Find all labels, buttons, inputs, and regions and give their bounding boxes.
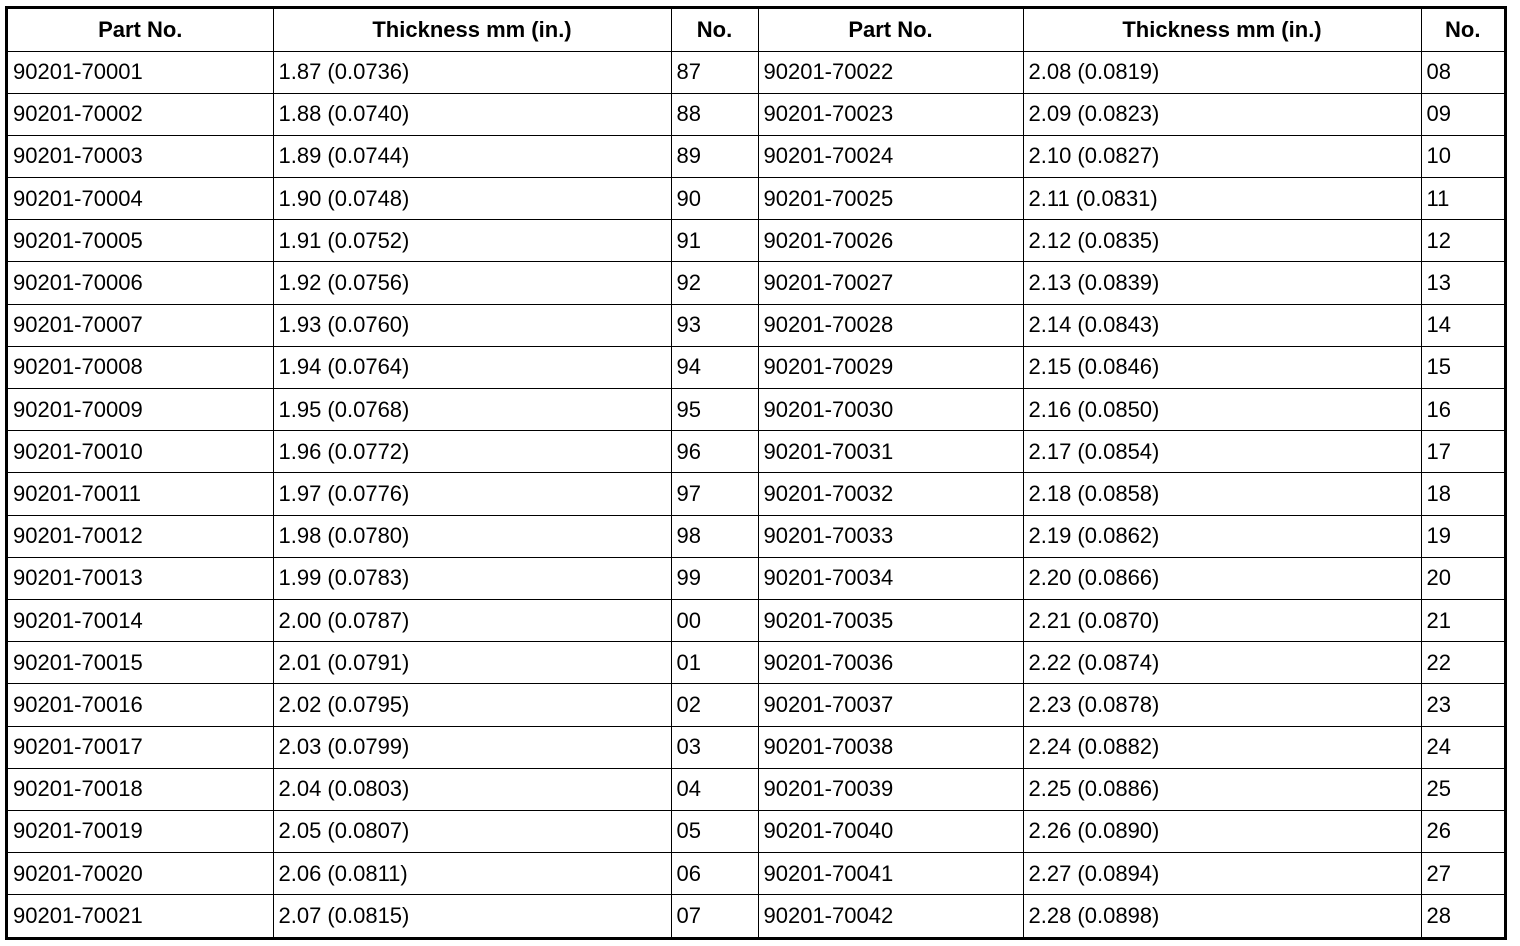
cell-no: 89: [671, 135, 758, 177]
cell-thickness: 2.28 (0.0898): [1023, 895, 1421, 937]
header-part-no: Part No.: [758, 9, 1023, 51]
cell-no: 17: [1421, 431, 1504, 473]
cell-part-no: 90201-70011: [8, 473, 273, 515]
header-thickness: Thickness mm (in.): [273, 9, 671, 51]
cell-thickness: 1.88 (0.0740): [273, 93, 671, 135]
cell-thickness: 1.98 (0.0780): [273, 515, 671, 557]
cell-thickness: 2.26 (0.0890): [1023, 810, 1421, 852]
cell-part-no: 90201-70004: [8, 178, 273, 220]
cell-thickness: 2.12 (0.0835): [1023, 220, 1421, 262]
cell-part-no: 90201-70003: [8, 135, 273, 177]
cell-part-no: 90201-70042: [758, 895, 1023, 937]
cell-thickness: 2.09 (0.0823): [1023, 93, 1421, 135]
cell-thickness: 2.13 (0.0839): [1023, 262, 1421, 304]
cell-part-no: 90201-70015: [8, 642, 273, 684]
table-row: [8, 853, 1504, 895]
cell-no: 06: [671, 853, 758, 895]
cell-part-no: 90201-70026: [758, 220, 1023, 262]
cell-no: 24: [1421, 726, 1504, 768]
cell-thickness: 1.87 (0.0736): [273, 51, 671, 93]
cell-thickness: 2.06 (0.0811): [273, 853, 671, 895]
cell-thickness: 2.10 (0.0827): [1023, 135, 1421, 177]
table-row: [8, 220, 1504, 262]
cell-no: 99: [671, 557, 758, 599]
cell-thickness: 2.16 (0.0850): [1023, 389, 1421, 431]
cell-part-no: 90201-70025: [758, 178, 1023, 220]
cell-no: 08: [1421, 51, 1504, 93]
cell-thickness: 2.20 (0.0866): [1023, 557, 1421, 599]
cell-part-no: 90201-70014: [8, 599, 273, 641]
cell-thickness: 1.89 (0.0744): [273, 135, 671, 177]
cell-thickness: 2.22 (0.0874): [1023, 642, 1421, 684]
cell-part-no: 90201-70040: [758, 810, 1023, 852]
cell-no: 20: [1421, 557, 1504, 599]
cell-part-no: 90201-70022: [758, 51, 1023, 93]
table-row: [8, 178, 1504, 220]
cell-part-no: 90201-70032: [758, 473, 1023, 515]
cell-part-no: 90201-70020: [8, 853, 273, 895]
cell-part-no: 90201-70005: [8, 220, 273, 262]
table-row: [8, 389, 1504, 431]
cell-no: 27: [1421, 853, 1504, 895]
cell-part-no: 90201-70007: [8, 304, 273, 346]
cell-part-no: 90201-70012: [8, 515, 273, 557]
cell-part-no: 90201-70027: [758, 262, 1023, 304]
header-thickness: Thickness mm (in.): [1023, 9, 1421, 51]
cell-thickness: 2.11 (0.0831): [1023, 178, 1421, 220]
cell-thickness: 1.96 (0.0772): [273, 431, 671, 473]
cell-part-no: 90201-70021: [8, 895, 273, 937]
table-row: [8, 726, 1504, 768]
cell-no: 91: [671, 220, 758, 262]
table-row: [8, 557, 1504, 599]
cell-no: 16: [1421, 389, 1504, 431]
cell-part-no: 90201-70019: [8, 810, 273, 852]
cell-part-no: 90201-70008: [8, 346, 273, 388]
table-row: [8, 93, 1504, 135]
table-row: [8, 473, 1504, 515]
table-body: [8, 51, 1504, 937]
cell-no: 12: [1421, 220, 1504, 262]
cell-no: 22: [1421, 642, 1504, 684]
cell-part-no: 90201-70016: [8, 684, 273, 726]
cell-part-no: 90201-70036: [758, 642, 1023, 684]
table-header-row: [8, 9, 1504, 51]
cell-no: 10: [1421, 135, 1504, 177]
cell-no: 11: [1421, 178, 1504, 220]
cell-part-no: 90201-70024: [758, 135, 1023, 177]
cell-part-no: 90201-70041: [758, 853, 1023, 895]
cell-thickness: 2.02 (0.0795): [273, 684, 671, 726]
cell-thickness: 2.27 (0.0894): [1023, 853, 1421, 895]
cell-no: 28: [1421, 895, 1504, 937]
cell-part-no: 90201-70013: [8, 557, 273, 599]
cell-thickness: 1.91 (0.0752): [273, 220, 671, 262]
cell-no: 13: [1421, 262, 1504, 304]
cell-thickness: 1.94 (0.0764): [273, 346, 671, 388]
cell-no: 88: [671, 93, 758, 135]
cell-no: 25: [1421, 768, 1504, 810]
cell-no: 96: [671, 431, 758, 473]
cell-thickness: 2.04 (0.0803): [273, 768, 671, 810]
cell-part-no: 90201-70038: [758, 726, 1023, 768]
cell-no: 07: [671, 895, 758, 937]
cell-no: 15: [1421, 346, 1504, 388]
cell-thickness: 2.03 (0.0799): [273, 726, 671, 768]
cell-thickness: 2.05 (0.0807): [273, 810, 671, 852]
cell-no: 95: [671, 389, 758, 431]
table-row: [8, 51, 1504, 93]
cell-thickness: 2.24 (0.0882): [1023, 726, 1421, 768]
table-row: [8, 515, 1504, 557]
cell-part-no: 90201-70001: [8, 51, 273, 93]
cell-no: 09: [1421, 93, 1504, 135]
cell-thickness: 2.07 (0.0815): [273, 895, 671, 937]
cell-part-no: 90201-70033: [758, 515, 1023, 557]
shim-selection-table: [8, 9, 1504, 937]
cell-thickness: 1.95 (0.0768): [273, 389, 671, 431]
cell-part-no: 90201-70006: [8, 262, 273, 304]
table-row: [8, 262, 1504, 304]
table-row: [8, 810, 1504, 852]
cell-part-no: 90201-70030: [758, 389, 1023, 431]
cell-part-no: 90201-70037: [758, 684, 1023, 726]
cell-thickness: 2.18 (0.0858): [1023, 473, 1421, 515]
table-row: [8, 346, 1504, 388]
table-row: [8, 599, 1504, 641]
shim-table-frame: [5, 6, 1507, 940]
table-row: [8, 684, 1504, 726]
cell-thickness: 1.93 (0.0760): [273, 304, 671, 346]
table-row: [8, 135, 1504, 177]
table-row: [8, 642, 1504, 684]
cell-thickness: 2.21 (0.0870): [1023, 599, 1421, 641]
cell-part-no: 90201-70023: [758, 93, 1023, 135]
cell-no: 14: [1421, 304, 1504, 346]
cell-no: 21: [1421, 599, 1504, 641]
table-row: [8, 304, 1504, 346]
cell-thickness: 2.08 (0.0819): [1023, 51, 1421, 93]
cell-part-no: 90201-70002: [8, 93, 273, 135]
cell-no: 26: [1421, 810, 1504, 852]
cell-no: 04: [671, 768, 758, 810]
cell-thickness: 2.01 (0.0791): [273, 642, 671, 684]
cell-part-no: 90201-70028: [758, 304, 1023, 346]
cell-thickness: 2.17 (0.0854): [1023, 431, 1421, 473]
cell-thickness: 2.14 (0.0843): [1023, 304, 1421, 346]
cell-part-no: 90201-70009: [8, 389, 273, 431]
cell-no: 02: [671, 684, 758, 726]
cell-no: 03: [671, 726, 758, 768]
cell-part-no: 90201-70035: [758, 599, 1023, 641]
cell-part-no: 90201-70039: [758, 768, 1023, 810]
header-no: No.: [671, 9, 758, 51]
cell-thickness: 2.19 (0.0862): [1023, 515, 1421, 557]
cell-thickness: 1.97 (0.0776): [273, 473, 671, 515]
cell-no: 19: [1421, 515, 1504, 557]
cell-thickness: 2.25 (0.0886): [1023, 768, 1421, 810]
cell-no: 18: [1421, 473, 1504, 515]
table-row: [8, 431, 1504, 473]
cell-no: 01: [671, 642, 758, 684]
header-part-no: Part No.: [8, 9, 273, 51]
cell-thickness: 1.92 (0.0756): [273, 262, 671, 304]
cell-part-no: 90201-70031: [758, 431, 1023, 473]
cell-thickness: 2.23 (0.0878): [1023, 684, 1421, 726]
cell-no: 05: [671, 810, 758, 852]
cell-thickness: 1.99 (0.0783): [273, 557, 671, 599]
cell-no: 23: [1421, 684, 1504, 726]
cell-part-no: 90201-70010: [8, 431, 273, 473]
cell-thickness: 1.90 (0.0748): [273, 178, 671, 220]
cell-thickness: 2.00 (0.0787): [273, 599, 671, 641]
cell-no: 87: [671, 51, 758, 93]
cell-thickness: 2.15 (0.0846): [1023, 346, 1421, 388]
cell-no: 94: [671, 346, 758, 388]
cell-no: 90: [671, 178, 758, 220]
cell-no: 93: [671, 304, 758, 346]
cell-no: 00: [671, 599, 758, 641]
cell-no: 97: [671, 473, 758, 515]
cell-part-no: 90201-70034: [758, 557, 1023, 599]
table-row: [8, 895, 1504, 937]
header-no: No.: [1421, 9, 1504, 51]
cell-part-no: 90201-70029: [758, 346, 1023, 388]
cell-no: 92: [671, 262, 758, 304]
cell-part-no: 90201-70017: [8, 726, 273, 768]
table-row: [8, 768, 1504, 810]
cell-part-no: 90201-70018: [8, 768, 273, 810]
cell-no: 98: [671, 515, 758, 557]
